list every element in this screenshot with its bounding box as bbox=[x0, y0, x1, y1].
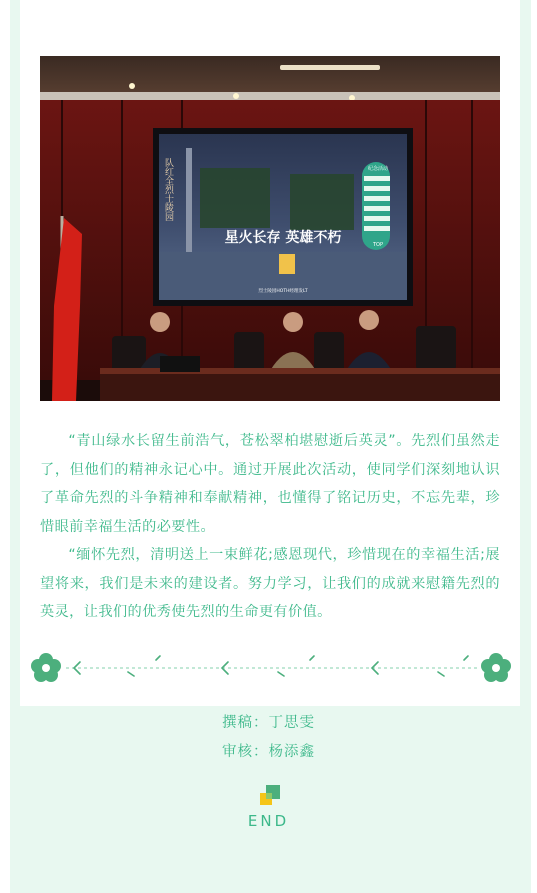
left-flower-icon bbox=[31, 653, 61, 682]
decorative-divider bbox=[28, 648, 514, 688]
screen-title: 星火长存 英雄不朽 bbox=[224, 230, 342, 246]
end-squares-icon bbox=[258, 785, 282, 807]
screen-menu-header: 纪念活动 bbox=[367, 166, 389, 172]
author-credit: 撰稿：丁思雯 bbox=[222, 715, 315, 731]
screen-caption: 烈士陵园HOTH经理发LT bbox=[258, 289, 308, 294]
screen-side-text: 队红全烈士陵园 bbox=[163, 158, 173, 221]
article-paragraph-2: “缅怀先烈，清明送上一束鲜花;感恩现代，珍惜现在的幸福生活;展望将来，我们是未来的建设者。努力学习，让我们的成就来慰籍先烈的英灵，让我们的优秀使先烈的生命更有价值。 bbox=[40, 547, 500, 621]
right-flower-icon bbox=[481, 653, 511, 682]
event-photo bbox=[40, 56, 500, 401]
reviewer-credit: 审核：杨添鑫 bbox=[222, 744, 315, 760]
screen-menu-top: TOP bbox=[372, 242, 384, 248]
end-label: END bbox=[247, 812, 290, 830]
article-paragraph-1: “青山绿水长留生前浩气，苍松翠柏堪慰逝后英灵”。先烈们虽然走了，但他们的精神永记心中。通过开展此次活动，使同学们深刻地认识了革命先烈的斗争精神和奉献精神，也懂得了铭记历史，不忘先辈，珍惜眼前幸福生活的必要性。 bbox=[40, 433, 500, 535]
